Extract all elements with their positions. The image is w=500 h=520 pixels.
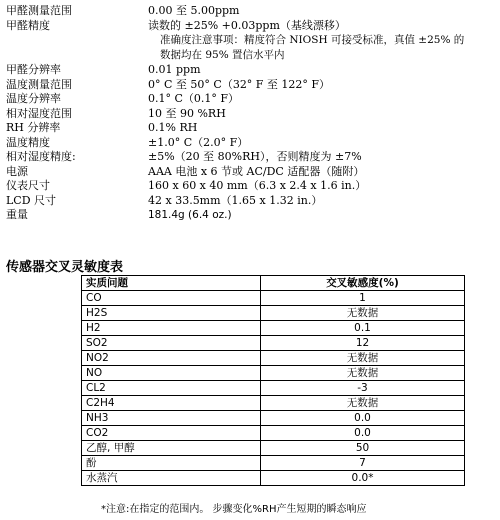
spec-row	[6, 194, 496, 209]
substance-cell: H2	[82, 321, 261, 336]
spec-row	[6, 92, 496, 107]
spec-label: 温度精度	[6, 135, 50, 149]
spec-label: 甲醛测量范围	[6, 4, 72, 17]
section-title: 传感器交叉灵敏度表	[6, 260, 124, 275]
spec-value: 0.1% RH	[148, 121, 198, 134]
table-row	[82, 381, 465, 396]
spec-label: 温度测量范围	[6, 77, 72, 91]
spec-value: 读数的 ±25% +0.03ppm（基线漂移）	[148, 18, 346, 32]
spec-value: 0.01 ppm	[148, 63, 201, 76]
spec-label: 电源	[6, 164, 28, 178]
table-row	[82, 351, 465, 366]
spec-values	[148, 194, 496, 209]
table-row	[82, 441, 465, 456]
spec-label: RH 分辨率	[6, 121, 61, 134]
spec-value: 181.4g (6.4 oz.)	[148, 209, 232, 221]
spec-values	[148, 92, 496, 107]
sensitivity-cell: -3	[261, 381, 465, 396]
footnote: *注意:在指定的范围内。 步骤变化%RH产生短期的瞬态响应	[101, 504, 367, 515]
spec-values	[148, 107, 496, 122]
spec-row	[6, 19, 496, 64]
substance-cell: CO	[82, 291, 261, 306]
spec-row	[6, 78, 496, 93]
substance-cell: SO2	[82, 336, 261, 351]
sensitivity-cell: 1	[261, 291, 465, 306]
spec-label: 仪表尺寸	[6, 179, 50, 192]
spec-value: 0° C 至 50° C（32° F 至 122° F）	[148, 77, 331, 91]
column-header-substance: 实质问题	[82, 276, 261, 291]
sensitivity-cell: 0.0*	[261, 471, 465, 486]
table-row	[82, 321, 465, 336]
spec-row	[6, 208, 496, 223]
spec-value: 42 x 33.5mm（1.65 x 1.32 in.）	[148, 193, 323, 207]
table-header-row	[82, 276, 465, 291]
sensitivity-cell: 0.0	[261, 426, 465, 441]
substance-cell: 酚	[82, 456, 261, 471]
spec-values	[148, 63, 496, 78]
cross-sensitivity-table	[81, 275, 465, 486]
table-row	[82, 306, 465, 321]
spec-values	[148, 78, 496, 93]
table-row	[82, 291, 465, 306]
spec-row	[6, 150, 496, 165]
spec-note: 数据均在 95% 置信水平内	[160, 49, 285, 61]
spec-values	[148, 165, 496, 180]
spec-row	[6, 107, 496, 122]
sensitivity-cell: 0.0	[261, 411, 465, 426]
spec-value: 0.1° C（0.1° F）	[148, 92, 240, 105]
substance-cell: C2H4	[82, 396, 261, 411]
spec-value: 0.00 至 5.00ppm	[148, 4, 240, 17]
spec-values	[148, 136, 496, 151]
spec-value: 10 至 90 %RH	[148, 106, 226, 120]
sensitivity-cell: 无数据	[261, 366, 465, 381]
table-row	[82, 471, 465, 486]
spec-values	[148, 179, 496, 194]
sensitivity-cell: 50	[261, 441, 465, 456]
spec-row	[6, 136, 496, 151]
spec-label: LCD 尺寸	[6, 193, 57, 207]
sensitivity-cell: 无数据	[261, 306, 465, 321]
spec-value: 160 x 60 x 40 mm（6.3 x 2.4 x 1.6 in.）	[148, 179, 367, 192]
sensitivity-cell: 0.1	[261, 321, 465, 336]
spec-values	[148, 208, 496, 223]
spec-row	[6, 165, 496, 180]
substance-cell: H2S	[82, 306, 261, 321]
spec-note: 准确度注意事项：精度符合 NIOSH 可接受标准，真值 ±25% 的	[160, 34, 465, 46]
table-row	[82, 456, 465, 471]
spec-values	[148, 150, 496, 165]
spec-value: ±1.0° C（2.0° F）	[148, 135, 249, 149]
spec-values	[148, 121, 496, 136]
substance-cell: NO2	[82, 351, 261, 366]
spec-row	[6, 121, 496, 136]
spec-label: 甲醛分辨率	[6, 63, 61, 76]
spec-row	[6, 4, 496, 19]
sensitivity-cell: 无数据	[261, 351, 465, 366]
table-row	[82, 336, 465, 351]
substance-cell: CL2	[82, 381, 261, 396]
substance-cell: NO	[82, 366, 261, 381]
sensitivity-cell: 12	[261, 336, 465, 351]
spec-label: 温度分辨率	[6, 92, 61, 105]
sensitivity-cell: 无数据	[261, 396, 465, 411]
substance-cell: 水蒸汽	[82, 471, 261, 486]
sensitivity-cell: 7	[261, 456, 465, 471]
spec-value: AAA 电池 x 6 节或 AC/DC 适配器（随附）	[148, 164, 365, 178]
spec-row	[6, 63, 496, 78]
substance-cell: CO2	[82, 426, 261, 441]
spec-values	[148, 19, 496, 64]
spec-value: ±5%（20 至 80%RH），否则精度为 ±7%	[148, 150, 362, 163]
spec-label: 重量	[6, 208, 28, 221]
substance-cell: 乙醇, 甲醇	[82, 441, 261, 456]
table-row	[82, 396, 465, 411]
table-row	[82, 426, 465, 441]
spec-label: 相对湿度精度:	[6, 150, 76, 163]
spec-row	[6, 179, 496, 194]
spec-list	[6, 4, 496, 223]
substance-cell: NH3	[82, 411, 261, 426]
table-row	[82, 411, 465, 426]
table-row	[82, 366, 465, 381]
spec-values	[148, 4, 496, 19]
column-header-sensitivity: 交叉敏感度(%)	[261, 276, 465, 291]
spec-label: 甲醛精度	[6, 18, 50, 32]
spec-label: 相对湿度范围	[6, 106, 72, 120]
